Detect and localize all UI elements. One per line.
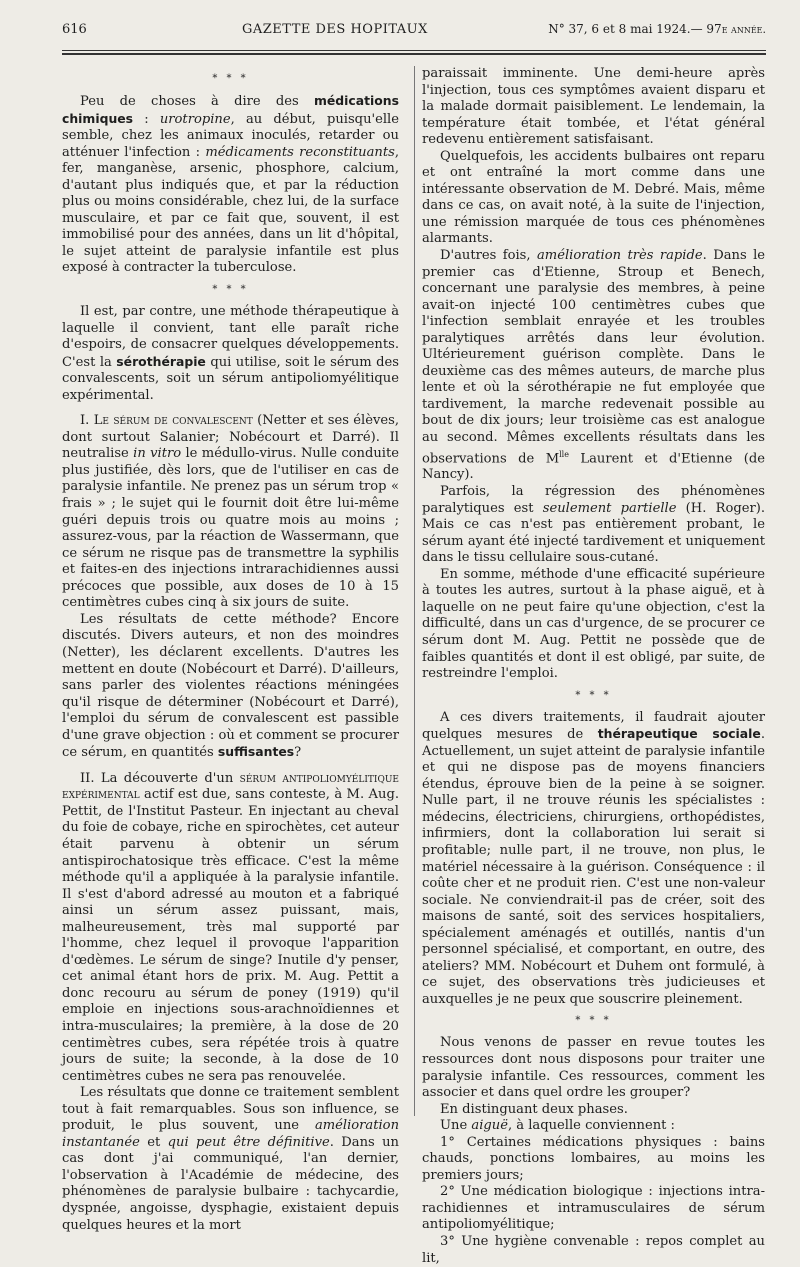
paragraph-social-therapy: A ces divers traitements, il faudrait ajouter quelques mesures de thérapeutique sociale. Actuellement, un sujet atteint de paralysie infantile et qui ne dispose pas de moyens financiers étendus, éprouve bien de la peine à se soigner. Nulle part, il ne trouve réunis les spécialistes : médecins, électriciens, chirurgiens, orthopédistes, infirmiers, dont la collaboration lui serait si profitable; nulle part, il ne trouve, non plus, le matériel nécessaire à la guérison. Conséquence : il coûte cher et ne produit rien. C'est une non-valeur sociale. Ne conviendrait-il pas de créer, soit des maisons de santé, soit des services hospitaliers, spécialement aménagés et outillés, nantis d'un personnel spécialisé, et comportant, en outre, des ateliers? MM. Nobécourt et Duhem ont formulé, à ce sujet, des observations très judicieuses et auxquelles je ne peux que souscrire pleinement. — [422, 709, 765, 1007]
paragraph-summary: En somme, méthode d'une efficacité supérieure à toutes les autres, surtout à la phase aiguë, et à laquelle on ne peut faire qu'une objection, c'est la difficulté, dans un cas d'urgence, de se procurer ce sérum dont M. Aug. Pettit ne possède que de faibles quantités et dont il est obligé, par suite, de restreindre l'emploi. — [422, 566, 765, 682]
section-asterism: * * * — [575, 1015, 612, 1027]
paragraph-treatment-results: Les résultats que donne ce traitement semblent tout à fait remarquables. Sous son influence, se produit, le plus souvent, une amélioration instantanée et qui peut être définitive. Dans un cas dont j'ai communiqué, l'an dernier, l'observation à l'Académie de médecine, des phénomènes de paralysie bulbaire : tachycardie, dyspnée, angoisse, dysphagie, existaient depuis quelques heures et la mort — [62, 1085, 399, 1233]
section-asterism: * * * — [575, 689, 612, 701]
paragraph-debre-case: Quelquefois, les accidents bulbaires ont reparu et ont entraîné la mort comme dans une intéressante observation de M. Debré. Mais, même dans ce cas, on avait noté, à la suite de l'injection, une rémission marquée de tous ces phénomènes alarmants. — [422, 148, 765, 247]
paragraph-rapid-improvement: D'autres fois, amélioration très rapide. Dans le premier cas d'Etienne, Stroup et Benech, concernant une paralysie des membres, à peine avait-on injecté 100 centimètres cubes que l'infection semblait enrayée et les troubles paralytiques arrêtés dans leur évolution. Ultérieurement guérison complète. Dans le deuxième cas des mêmes auteurs, de marche plus lente et où la sérothérapie ne fut employée que tardivement, la marche redevenait possible au bout de dix jours; leur troisième cas est analogue au second. Mêmes excellents résultats dans les observations de $M^{lle}$ Laurent et d'Etienne (de Nancy). — [422, 248, 766, 483]
list-item-hygiene: 3° Une hygiène convenable : repos complet au lit, — [422, 1234, 765, 1266]
right-column — [422, 66, 765, 1267]
list-item-biological: 2° Une médication biologique : injections intra-rachidiennes et intramusculaires de sérum antipoliomyélitique; — [422, 1184, 765, 1233]
left-column — [62, 66, 399, 1234]
issue-year-suffix: e année. — [721, 23, 766, 36]
paragraph-review: Nous venons de passer en revue toutes les ressources dont nous disposons pour traiter une paralysie infantile. Ces ressources, comment les associer et dans quel ordre les grouper? — [422, 1035, 765, 1101]
page-header — [62, 22, 766, 46]
header-rule-thin — [62, 50, 766, 51]
paragraph-convalescent-results: Les résultats de cette méthode? Encore discutés. Divers auteurs, et non des moindres (Netter), les déclarent excellents. D'autres les mettent en doute (Nobécourt et Darré). D'ailleurs, sans parler des violentes réactions méningées qu'il risque de déterminer (Nobécourt et Darré), l'emploi du sérum de convalescent est passible d'une grave objection : où et comment se procurer ce sérum, en quantités suffisantes? — [62, 611, 399, 761]
header-rule-thick — [62, 53, 766, 55]
list-item-physical: 1° Certaines médications physiques : bains chauds, ponctions lombaires, au moins les premiers jours; — [422, 1134, 765, 1183]
paragraph-acute-phase: Une aiguë, à laquelle conviennent : — [440, 1118, 675, 1134]
paragraph-chemical-medications: Peu de choses à dire des médications chimiques : urotropine, au début, puisqu'elle semble, chez les animaux inoculés, retarder ou atténuer l'infection : médicaments reconstituants, fer, manganèse, arsenic, phosphore, calcium, d'autant plus indiqués que, et par la réduction plus ou moins considérable, chez lui, de la surface musculaire, et par ce fait que, souvent, il est immobilisé pour des années, dans un lit d'hôpital, le sujet atteint de paralysie infantile est plus exposé à contracter la tuberculose. — [62, 93, 400, 276]
issue-info — [548, 22, 766, 36]
paragraph-convalescent-serum: I. Le sérum de convalescent (Netter et ses élèves, dont surtout Salanier; Nobécourt et Darré). Il neutralise in vitro le médullo-virus. Nulle conduite plus justifiée, dès lors, que de l'utiliser en cas de paralysie infantile. Ne prenez pas un sérum trop « frais » ; le sujet qui le fournit doit être lui-même guéri depuis trois ou quatre mois au moins ; assurez-vous, par la réaction de Wassermann, que ce sérum ne risque pas de transmettre la syphilis et faites-en des injections intrarachidiennes aussi précoces que possible, aux doses de 10 à 15 centimètres cubes cinq à six jours de suite. — [62, 413, 399, 611]
section-asterism: * * * — [212, 284, 249, 296]
paragraph-two-phases: En distinguant deux phases. — [440, 1101, 628, 1117]
issue-date: N° 37, 6 et 8 mai 1924.— 97 — [548, 22, 722, 36]
paragraph-serotherapy-intro: Il est, par contre, une méthode thérapeutique à laquelle il convient, tant elle paraît riche d'espoirs, de consacrer quelques développements. C'est la sérothérapie qui utilise, soit le sérum des convalescents, soit un sérum antipoliomyélitique expérimental. — [62, 304, 399, 403]
page-number: 616 — [62, 22, 87, 37]
section-asterism: * * * — [212, 73, 249, 84]
paragraph-experimental-serum: II. La découverte d'un sérum antipoliomyélitique expérimental actif est due, sans conteste, à M. Aug. Pettit, de l'Institut Pasteur. En injectant au cheval du foie de cobaye, riche en spirochètes, cet auteur était parvenu à obtenir un sérum antispirochatosique très efficace. C'est la même méthode qu'il a appliquée à la paralysie infantile. Il s'est d'abord adressé au mouton et a fabriqué ainsi un sérum assez puissant, mais, malheureusement, très mal supporté par l'homme, chez lequel il provoque l'apparition d'œdèmes. Le sérum de singe? Inutile d'y penser, cet animal étant hors de prix. M. Aug. Pettit a donc recouru au sérum de poney (1919) qu'il emploie en injections sous-arachnoïdiennes et intra-musculaires; la première, à la dose de 20 centimètres cubes, sera répétée trois à quatre jours de suite; la seconde, à la dose de 10 centimètres cubes ne sera pas renouvelée. — [62, 770, 399, 1084]
journal-title: GAZETTE DES HOPITAUX — [242, 22, 428, 37]
paragraph-partial-regression: Parfois, la régression des phénomènes paralytiques est seulement partielle (H. Roger). Mais ce cas n'est pas entièrement probant, le sérum ayant été injecté tardivement et uniquement dans le tissu cellulaire sous-cutané. — [422, 484, 765, 566]
column-separator — [414, 66, 415, 1116]
paragraph-continued: paraissait imminente. Une demi-heure après l'injection, tous ces symptômes avaient disparu et la malade dormait paisiblement. Le lendemain, la température était tombée, et l'état général redevenu entièrement satisfaisant. — [422, 66, 765, 148]
